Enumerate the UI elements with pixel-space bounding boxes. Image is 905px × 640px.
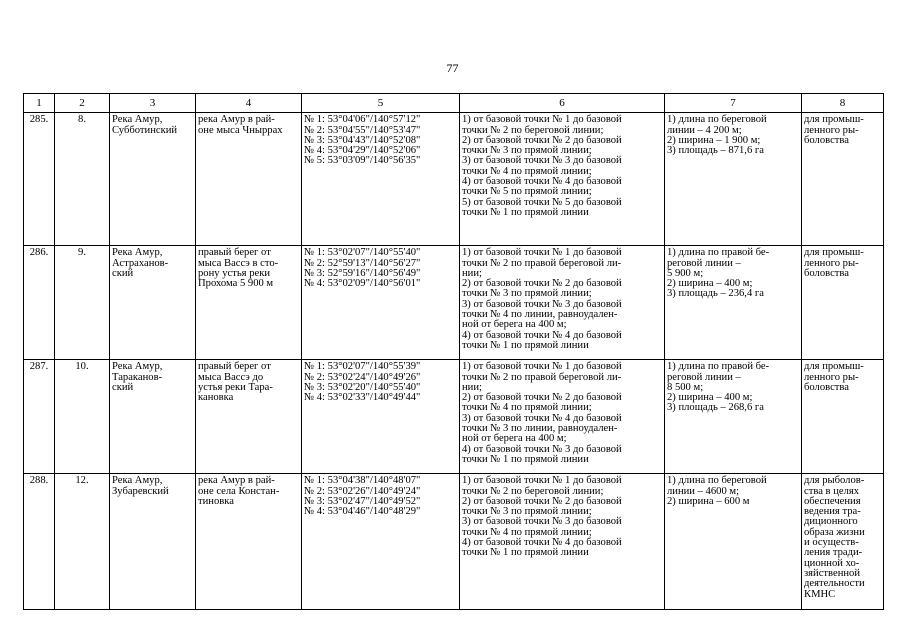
- boundary-description-line: 4) от базовой точки № 4 до базовой: [462, 537, 622, 549]
- boundary-description: [460, 474, 665, 610]
- location-description-line: оне села Констан-: [198, 485, 280, 497]
- boundary-description-line: 3) от базовой точки № 4 до базовой: [462, 412, 622, 424]
- area-name-line: Река Амур,: [112, 114, 163, 126]
- boundary-description-line: ной от берега на 400 м;: [462, 319, 567, 331]
- base-point-coordinates-line: № 3: 53°04'43"/140°52'08": [304, 134, 421, 146]
- usage-purpose-line: ленного ры-: [804, 257, 859, 269]
- usage-purpose-line: для промыш-: [804, 114, 864, 126]
- boundary-description-line: ной от берега на 400 м;: [462, 433, 567, 445]
- row-number: 285.: [24, 113, 55, 246]
- area-dimensions-line: линии – 4600 м;: [667, 485, 740, 497]
- area-dimensions-line: 2) ширина – 400 м;: [667, 278, 753, 290]
- area-dimensions-line: 3) площадь – 268,6 га: [667, 402, 764, 414]
- base-point-coordinates-line: № 4: 53°04'29"/140°52'06": [304, 145, 421, 157]
- table-row: [24, 360, 884, 474]
- boundary-description-line: 1) от базовой точки № 1 до базовой: [462, 114, 622, 126]
- boundary-description-line: точки № 3 по прямой линии;: [462, 506, 592, 518]
- location-description: [196, 113, 302, 246]
- area-sub-number: 9.: [55, 246, 110, 360]
- location-description: [196, 360, 302, 474]
- base-point-coordinates-line: № 1: 53°02'07"/140°55'39": [304, 361, 421, 373]
- area-name: [110, 360, 196, 474]
- base-point-coordinates-line: № 3: 53°02'47"/140°49'52": [304, 495, 421, 507]
- base-point-coordinates-line: № 2: 53°04'55"/140°53'47": [304, 124, 421, 136]
- boundary-description-line: 2) от базовой точки № 2 до базовой: [462, 392, 622, 404]
- area-name-line: ский: [112, 267, 134, 279]
- boundary-description-line: точки № 2 по береговой линии;: [462, 485, 604, 497]
- usage-purpose: [802, 246, 884, 360]
- row-number: 288.: [24, 474, 55, 610]
- location-description-line: река Амур в рай-: [198, 114, 275, 126]
- area-dimensions: [665, 474, 802, 610]
- area-dimensions-line: 1) длина по береговой: [667, 114, 767, 126]
- area-dimensions-line: 2) ширина – 1 900 м;: [667, 134, 761, 146]
- boundary-description: [460, 246, 665, 360]
- usage-purpose-line: для рыболов-: [804, 475, 865, 487]
- usage-purpose-line: ления тради-: [804, 547, 863, 559]
- boundary-description-line: 5) от базовой точки № 5 до базовой: [462, 196, 622, 208]
- usage-purpose-line: боловства: [804, 267, 849, 279]
- base-point-coordinates-line: № 2: 52°59'13"/140°56'27": [304, 257, 421, 269]
- boundary-description-line: 2) от базовой точки № 2 до базовой: [462, 278, 622, 290]
- base-point-coordinates-line: № 1: 53°04'38"/140°48'07": [304, 475, 421, 487]
- area-dimensions-line: 1) длина по правой бе-: [667, 247, 770, 259]
- area-dimensions-line: 2) ширина – 600 м: [667, 495, 750, 507]
- boundary-description-line: точки № 1 по прямой линии: [462, 547, 589, 559]
- base-point-coordinates-line: № 4: 53°02'09"/140°56'01": [304, 278, 421, 290]
- boundary-description-line: точки № 1 по прямой линии: [462, 339, 589, 351]
- boundary-description: [460, 113, 665, 246]
- header-col-3: 3: [110, 94, 196, 113]
- table-row: [24, 246, 884, 360]
- boundary-description-line: точки № 2 по правой береговой ли-: [462, 371, 622, 383]
- boundary-description-line: точки № 5 по прямой линии;: [462, 186, 592, 198]
- area-sub-number: 8.: [55, 113, 110, 246]
- location-description-line: рону устья реки: [198, 267, 271, 279]
- area-dimensions-line: реговой линии –: [667, 371, 741, 383]
- area-dimensions-line: 5 900 м;: [667, 267, 704, 279]
- base-point-coordinates-line: № 1: 53°02'07"/140°55'40": [304, 247, 421, 259]
- header-col-5: 5: [302, 94, 460, 113]
- usage-purpose-line: и осуществ-: [804, 537, 859, 549]
- boundary-description-line: точки № 3 по линии, равноудален-: [462, 423, 618, 435]
- header-col-7: 7: [665, 94, 802, 113]
- usage-purpose-line: образа жизни: [804, 526, 865, 538]
- area-name: [110, 246, 196, 360]
- base-point-coordinates-line: № 1: 53°04'06"/140°57'12": [304, 114, 421, 126]
- boundary-description-line: 4) от базовой точки № 4 до базовой: [462, 329, 622, 341]
- area-sub-number: 10.: [55, 360, 110, 474]
- location-description-line: мыса Вассэ в сто-: [198, 257, 279, 269]
- boundary-description-line: нии;: [462, 267, 482, 279]
- location-description-line: кановка: [198, 392, 234, 404]
- usage-purpose-line: зяйственной: [804, 567, 861, 579]
- boundary-description-line: 1) от базовой точки № 1 до базовой: [462, 247, 622, 259]
- header-col-2: 2: [55, 94, 110, 113]
- area-dimensions-line: 8 500 м;: [667, 381, 704, 393]
- location-description: [196, 474, 302, 610]
- boundary-description-line: 2) от базовой точки № 2 до базовой: [462, 495, 622, 507]
- area-dimensions: [665, 113, 802, 246]
- area-name: [110, 113, 196, 246]
- area-dimensions: [665, 360, 802, 474]
- usage-purpose-line: ства в целях: [804, 485, 860, 497]
- location-description-line: мыса Вассэ до: [198, 371, 264, 383]
- usage-purpose-line: для промыш-: [804, 361, 864, 373]
- location-description: [196, 246, 302, 360]
- location-description-line: оне мыса Чныррах: [198, 124, 283, 136]
- usage-purpose-line: боловства: [804, 134, 849, 146]
- location-description-line: Прохома 5 900 м: [198, 278, 274, 290]
- usage-purpose-line: КМНС: [804, 588, 836, 600]
- row-number: 286.: [24, 246, 55, 360]
- header-col-8: 8: [802, 94, 884, 113]
- boundary-description-line: точки № 3 по прямой линии;: [462, 145, 592, 157]
- area-name-line: Тараканов-: [112, 371, 163, 383]
- boundary-description-line: точки № 4 по прямой линии;: [462, 165, 592, 177]
- area-dimensions-line: 3) площадь – 871,6 га: [667, 145, 764, 157]
- boundary-description-line: точки № 1 по прямой линии: [462, 453, 589, 465]
- base-point-coordinates-line: № 4: 53°02'33"/140°49'44": [304, 392, 421, 404]
- boundary-description-line: точки № 4 по прямой линии;: [462, 526, 592, 538]
- boundary-description-line: 3) от базовой точки № 3 до базовой: [462, 298, 622, 310]
- boundary-description-line: 4) от базовой точки № 4 до базовой: [462, 176, 622, 188]
- boundary-description-line: 1) от базовой точки № 1 до базовой: [462, 475, 622, 487]
- area-sub-number: 12.: [55, 474, 110, 610]
- area-dimensions-line: 3) площадь – 236,4 га: [667, 288, 764, 300]
- boundary-description-line: точки № 4 по прямой линии;: [462, 402, 592, 414]
- area-dimensions-line: линии – 4 200 м;: [667, 124, 742, 136]
- boundary-description-line: точки № 1 по прямой линии: [462, 206, 589, 218]
- table-row: [24, 113, 884, 246]
- area-name-line: Астраханов-: [112, 257, 169, 269]
- area-name-line: Зубаревский: [112, 485, 169, 497]
- header-row: [24, 94, 884, 113]
- boundary-description-line: точки № 2 по береговой линии;: [462, 124, 604, 136]
- usage-purpose-line: для промыш-: [804, 247, 864, 259]
- area-dimensions-line: реговой линии –: [667, 257, 741, 269]
- area-name-line: Река Амур,: [112, 361, 163, 373]
- fishing-areas-table: [23, 93, 884, 610]
- area-dimensions: [665, 246, 802, 360]
- base-point-coordinates: [302, 474, 460, 610]
- base-point-coordinates-line: № 5: 53°03'09"/140°56'35": [304, 155, 421, 167]
- area-name-line: ский: [112, 381, 134, 393]
- usage-purpose-line: ведения тра-: [804, 506, 861, 518]
- usage-purpose-line: деятельности: [804, 578, 865, 590]
- usage-purpose-line: обеспечения: [804, 495, 861, 507]
- usage-purpose: [802, 360, 884, 474]
- area-dimensions-line: 1) длина по береговой: [667, 475, 767, 487]
- usage-purpose-line: ленного ры-: [804, 371, 859, 383]
- area-dimensions-line: 1) длина по правой бе-: [667, 361, 770, 373]
- area-name-line: Субботинский: [112, 124, 178, 136]
- area-name-line: Река Амур,: [112, 475, 163, 487]
- boundary-description-line: 2) от базовой точки № 2 до базовой: [462, 134, 622, 146]
- page-number: 77: [446, 61, 459, 75]
- header-col-4: 4: [196, 94, 302, 113]
- boundary-description-line: 1) от базовой точки № 1 до базовой: [462, 361, 622, 373]
- base-point-coordinates: [302, 113, 460, 246]
- base-point-coordinates-line: № 2: 53°02'24"/140°49'26": [304, 371, 421, 383]
- header-col-6: 6: [460, 94, 665, 113]
- header-col-1: 1: [24, 94, 55, 113]
- location-description-line: река Амур в рай-: [198, 475, 275, 487]
- table-row: [24, 474, 884, 610]
- area-dimensions-line: 2) ширина – 400 м;: [667, 392, 753, 404]
- usage-purpose-line: ционной хо-: [804, 557, 860, 569]
- base-point-coordinates-line: № 4: 53°04'46"/140°48'29": [304, 506, 421, 518]
- boundary-description-line: 3) от базовой точки № 3 до базовой: [462, 516, 622, 528]
- boundary-description-line: 3) от базовой точки № 3 до базовой: [462, 155, 622, 167]
- boundary-description: [460, 360, 665, 474]
- location-description-line: правый берег от: [198, 247, 271, 259]
- usage-purpose: [802, 113, 884, 246]
- usage-purpose-line: боловства: [804, 381, 849, 393]
- usage-purpose-line: диционного: [804, 516, 858, 528]
- row-number: 287.: [24, 360, 55, 474]
- area-name-line: Река Амур,: [112, 247, 163, 259]
- location-description-line: правый берег от: [198, 361, 271, 373]
- base-point-coordinates-line: № 2: 53°02'26"/140°49'24": [304, 485, 421, 497]
- boundary-description-line: 4) от базовой точки № 3 до базовой: [462, 443, 622, 455]
- location-description-line: тиновка: [198, 495, 234, 507]
- area-name: [110, 474, 196, 610]
- usage-purpose-line: ленного ры-: [804, 124, 859, 136]
- location-description-line: устья реки Тара-: [198, 381, 273, 393]
- usage-purpose: [802, 474, 884, 610]
- boundary-description-line: точки № 2 по правой береговой ли-: [462, 257, 622, 269]
- boundary-description-line: точки № 3 по прямой линии;: [462, 288, 592, 300]
- boundary-description-line: нии;: [462, 381, 482, 393]
- base-point-coordinates: [302, 360, 460, 474]
- base-point-coordinates-line: № 3: 52°59'16"/140°56'49": [304, 267, 421, 279]
- base-point-coordinates: [302, 246, 460, 360]
- base-point-coordinates-line: № 3: 53°02'20"/140°55'40": [304, 381, 421, 393]
- boundary-description-line: точки № 4 по линии, равноудален-: [462, 309, 618, 321]
